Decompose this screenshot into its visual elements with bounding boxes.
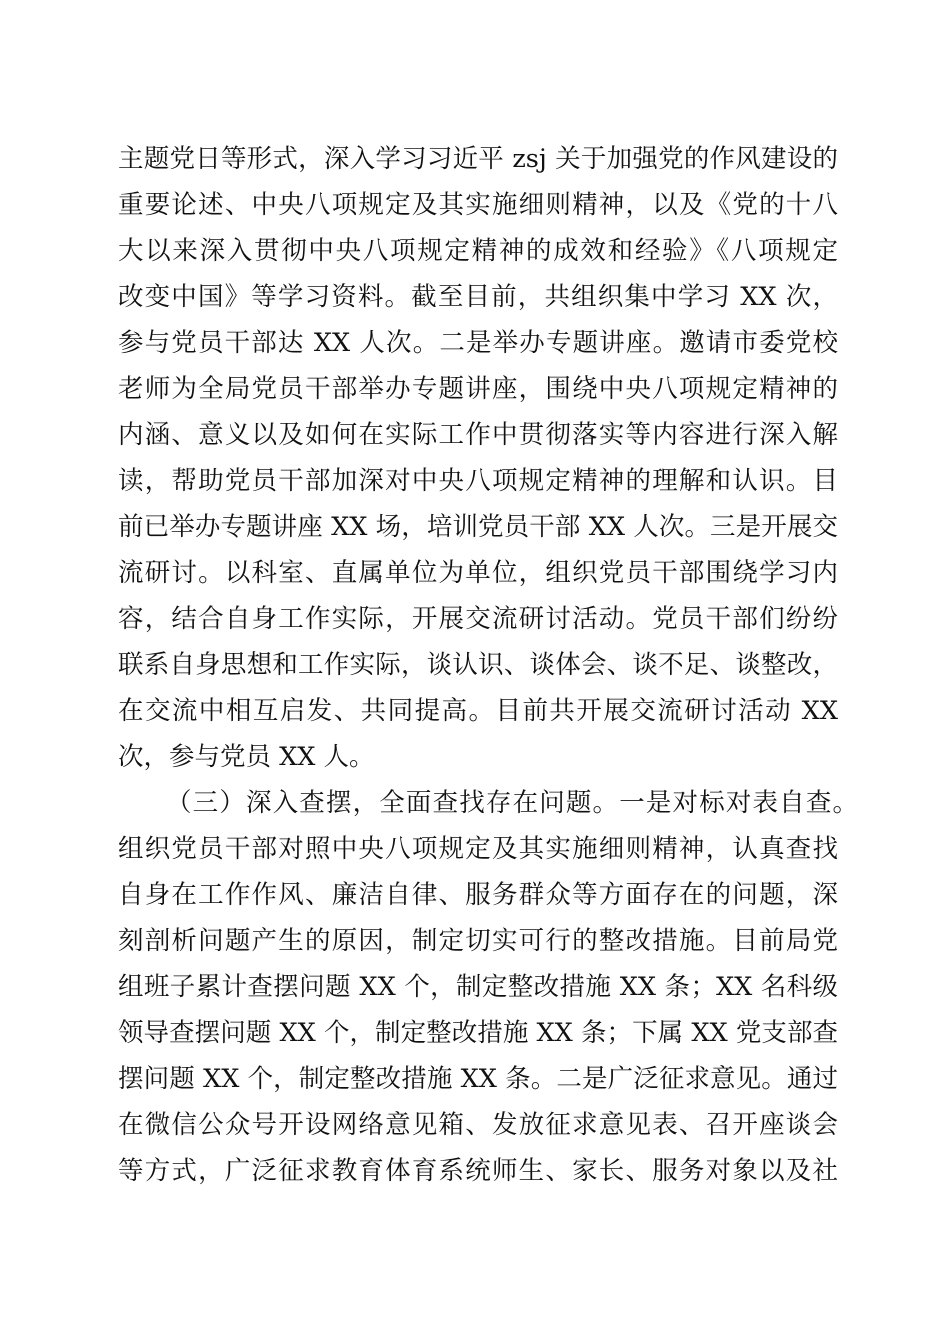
text-line: 在交流中相互启发、共同提高。目前共开展交流研讨活动 XX [118,696,838,726]
text-line: 在微信公众号开设网络意见箱、发放征求意见表、召开座谈会 [118,1110,838,1140]
text-line: 刻剖析问题产生的原因，制定切实可行的整改措施。目前局党 [118,926,838,956]
paragraph-1 [118,136,838,780]
text-line: 读，帮助党员干部加深对中央八项规定精神的理解和认识。目 [118,466,838,496]
text-line: 组班子累计查摆问题 XX 个，制定整改措施 XX 条；XX 名科级 [118,972,838,1002]
text-line: 内涵、意义以及如何在实际工作中贯彻落实等内容进行深入解 [118,420,838,450]
text-line: 重要论述、中央八项规定及其实施细则精神，以及《党的十八 [118,190,838,220]
text-line: 联系自身思想和工作实际，谈认识、谈体会、谈不足、谈整改， [118,650,838,680]
text-line: 前已举办专题讲座 XX 场，培训党员干部 XX 人次。三是开展交 [118,512,838,542]
text-line: 改变中国》等学习资料。截至目前，共组织集中学习 XX 次， [118,282,838,312]
text-line: 主题党日等形式，深入学习习近平 zsj 关于加强党的作风建设的 [118,144,838,174]
section-heading-line: （三）深入查摆，全面查找存在问题。一是对标对表自查。 [166,788,858,818]
text-line: 等方式，广泛征求教育体育系统师生、家长、服务对象以及社 [118,1156,838,1186]
text-line: 大以来深入贯彻中央八项规定精神的成效和经验》《八项规定 [118,236,838,266]
text-line: 组织党员干部对照中央八项规定及其实施细则精神，认真查找 [118,834,838,864]
text-line: 摆问题 XX 个，制定整改措施 XX 条。二是广泛征求意见。通过 [118,1064,838,1094]
text-line: 容，结合自身工作实际，开展交流研讨活动。党员干部们纷纷 [118,604,838,634]
text-line: 参与党员干部达 XX 人次。二是举办专题讲座。邀请市委党校 [118,328,838,358]
text-line: 流研讨。以科室、直属单位为单位，组织党员干部围绕学习内 [118,558,838,588]
paragraph-2 [118,780,858,1194]
text-line: 自身在工作作风、廉洁自律、服务群众等方面存在的问题，深 [118,880,838,910]
text-line: 次，参与党员 XX 人。 [118,742,375,772]
document-body [118,136,858,1194]
text-line: 领导查摆问题 XX 个，制定整改措施 XX 条；下属 XX 党支部查 [118,1018,838,1048]
text-line: 老师为全局党员干部举办专题讲座，围绕中央八项规定精神的 [118,374,838,404]
